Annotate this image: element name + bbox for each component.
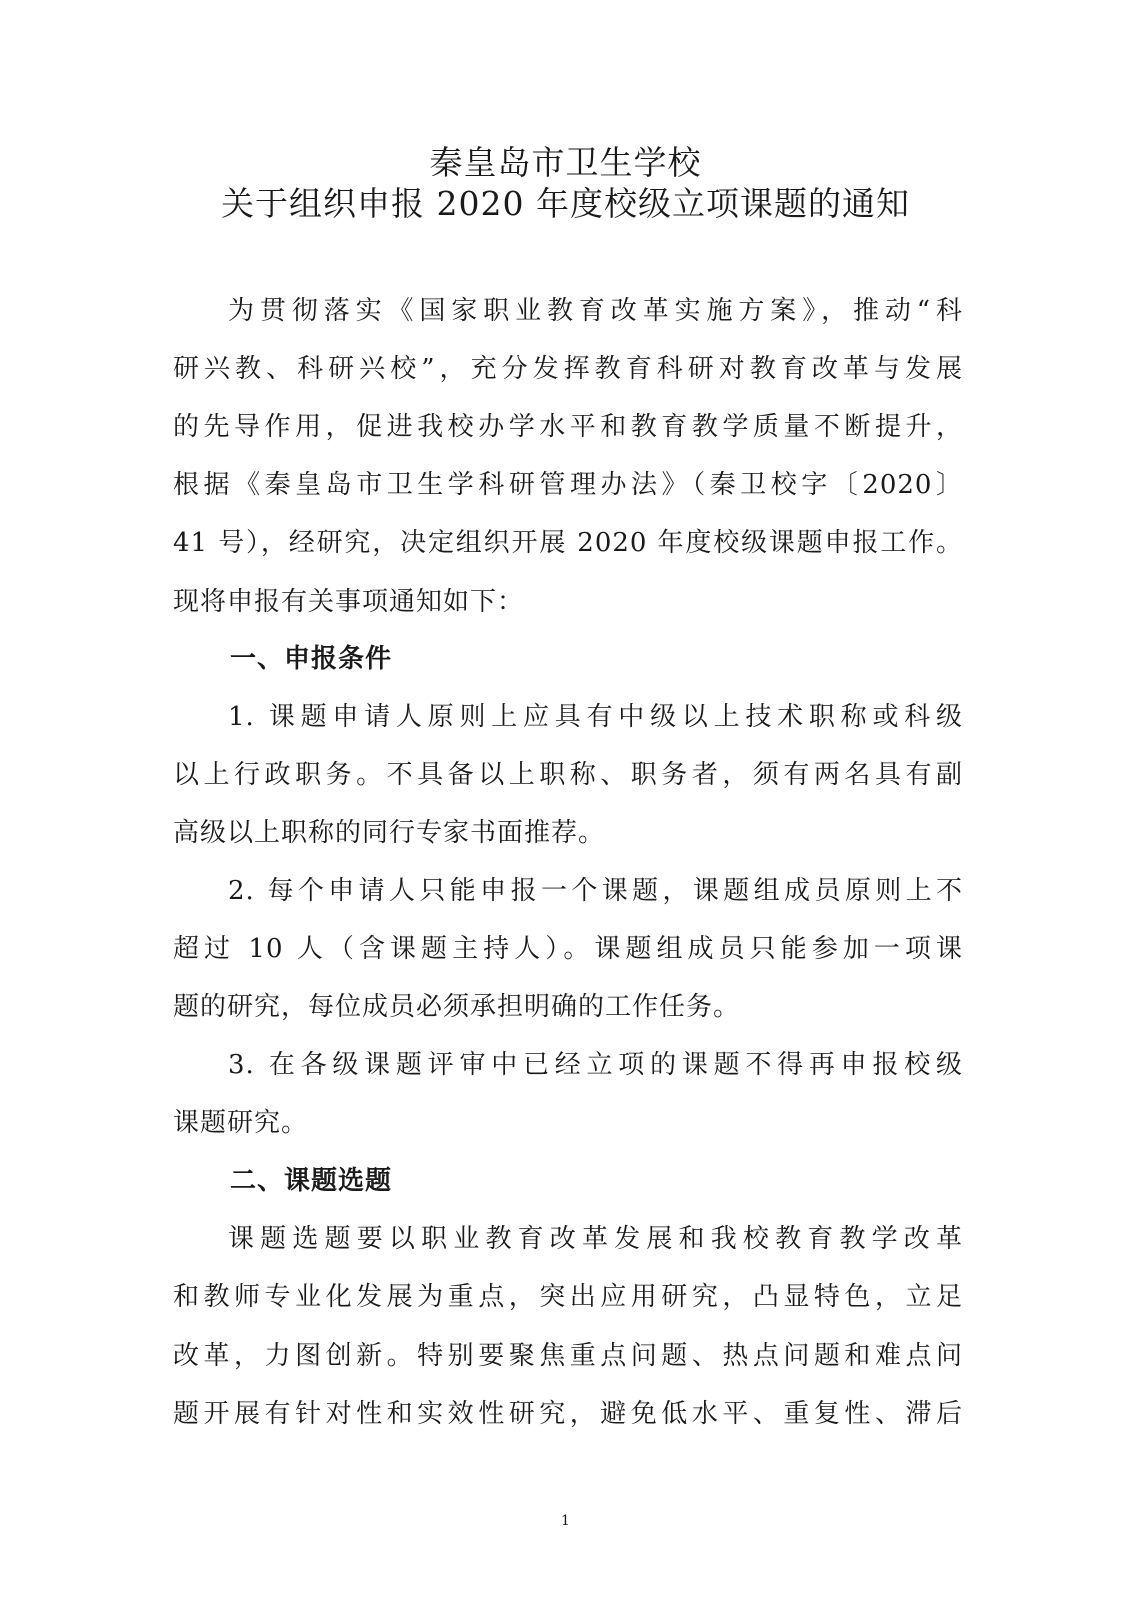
intro-line: 41 号），经研究，决定组织开展 2020 年度校级课题申报工作。 xyxy=(173,528,963,558)
intro-line: 的先导作用，促进我校办学水平和教育教学质量不断提升， xyxy=(173,412,963,442)
intro-line: 为贯彻落实《国家职业教育改革实施方案》，推动“科 xyxy=(228,296,963,326)
section-heading-conditions: 一、申报条件 xyxy=(230,644,393,674)
intro-line: 根据《秦皇岛市卫生学科研管理办法》（秦卫校字〔2020〕 xyxy=(173,470,963,500)
topic-selection-line: 和教师专业化发展为重点，突出应用研究，凸显特色，立足 xyxy=(173,1282,963,1312)
condition-3-line: 课题研究。 xyxy=(173,1108,309,1138)
section-heading-topic-selection: 二、课题选题 xyxy=(230,1166,393,1196)
intro-line: 研兴教、科研兴校”，充分发挥教育科研对教育改革与发展 xyxy=(173,354,963,384)
intro-line: 现将申报有关事项通知如下： xyxy=(173,587,525,617)
condition-2-line: 题的研究，每位成员必须承担明确的工作任务。 xyxy=(173,992,741,1022)
document-title-line1: 秦皇岛市卫生学校 xyxy=(429,143,702,182)
condition-3-line: 3. 在各级课题评审中已经立项的课题不得再申报校级 xyxy=(228,1050,963,1080)
condition-1-line: 1. 课题申请人原则上应具有中级以上技术职称或科级 xyxy=(228,702,963,732)
condition-2-line: 2. 每个申请人只能申报一个课题，课题组成员原则上不 xyxy=(228,876,963,906)
topic-selection-line: 题开展有针对性和实效性研究，避免低水平、重复性、滞后 xyxy=(173,1399,963,1429)
document-title-line2: 关于组织申报 2020 年度校级立项课题的通知 xyxy=(221,184,910,223)
topic-selection-line: 课题选题要以职业教育改革发展和我校教育教学改革 xyxy=(228,1224,963,1254)
condition-1-line: 高级以上职称的同行专家书面推荐。 xyxy=(173,818,606,848)
topic-selection-line: 改革，力图创新。特别要聚焦重点问题、热点问题和难点问 xyxy=(173,1341,963,1371)
condition-1-line: 以上行政职务。不具备以上职称、职务者，须有两名具有副 xyxy=(173,760,963,790)
page-number: 1 xyxy=(561,1513,570,1529)
condition-2-line: 超过 10 人（含课题主持人）。课题组成员只能参加一项课 xyxy=(173,934,963,964)
